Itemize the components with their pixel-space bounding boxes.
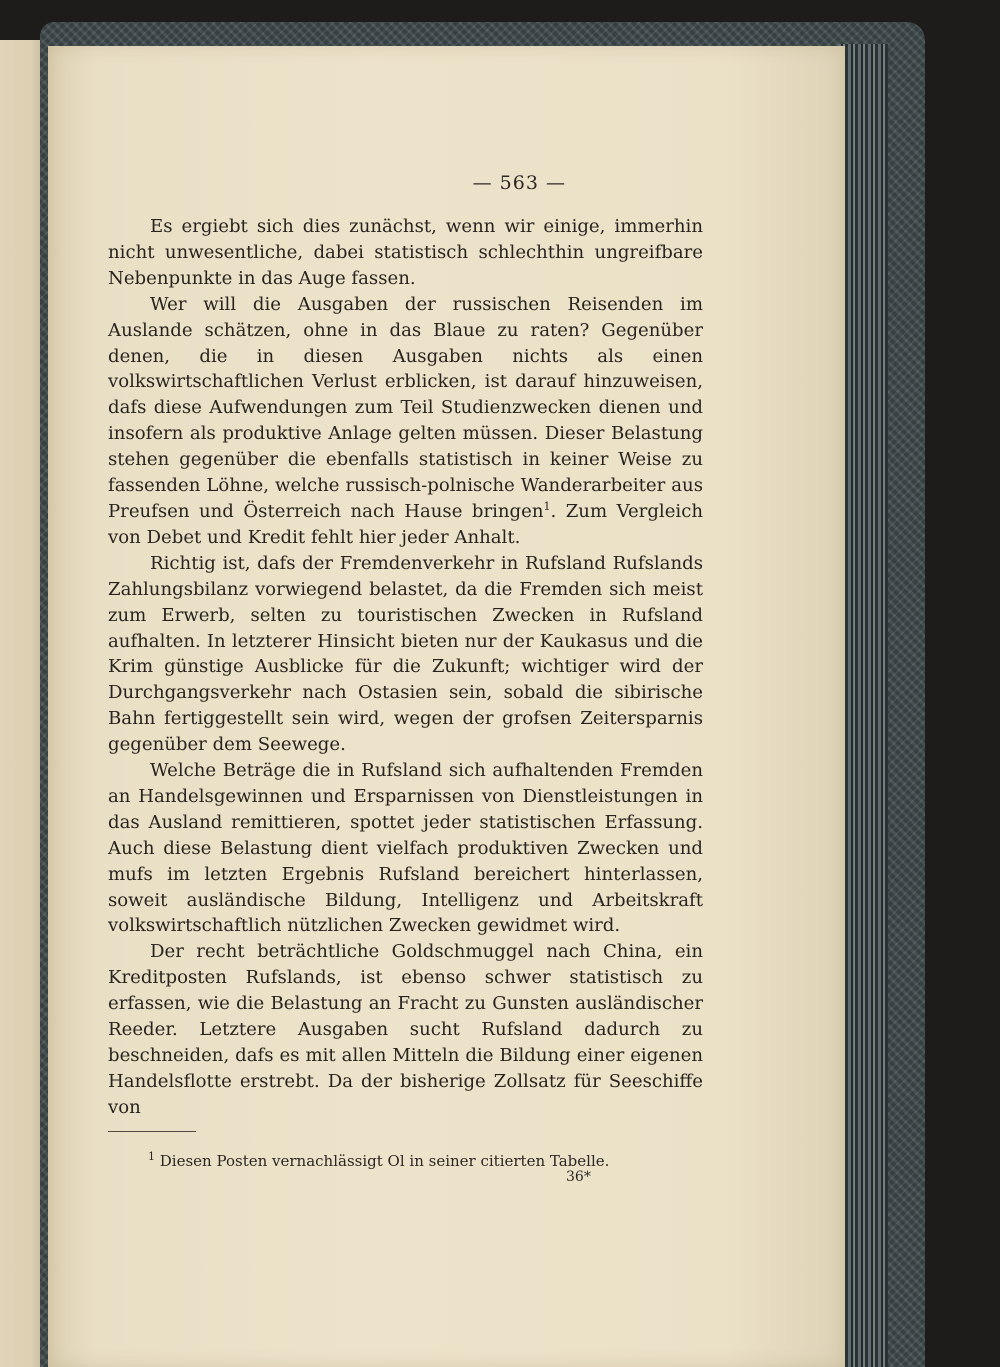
signature-mark: 36* [566, 1169, 591, 1185]
paragraph: Welche Beträge die in Rufsland sich aufhaltenden Fremden an Handelsgewinnen und Ersparnissen von Dienstleistungen in das Ausland remittieren, spottet jeder statistischen Erfassung. Auch diese Belastung dient vielfach produktiven Zwecken und mufs im letzten Ergebnis Rufsland bereichert hinterlassen, soweit ausländische Bildung, Intelligenz und Arbeitskraft volkswirtschaftlich nützlichen Zwecken gewidmet wird. [108, 760, 703, 937]
paragraph: Es ergiebt sich dies zunächst, wenn wir einige, immerhin nicht unwesentliche, dabei statistisch schlechthin ungreifbare Nebenpunkte in das Auge fassen. [108, 216, 703, 289]
page-number: — 563 — [472, 172, 566, 194]
paragraph-text: Wer will die Ausgaben der russischen Reisenden im Auslande schätzen, ohne in das Blaue zu raten? Gegenüber denen, die in diesen Ausgaben nichts als einen volkswirtschaftlichen Verlust erblicken, ist darauf hinzuweisen, dafs diese Aufwendungen zum Teil Studienzwecken dienen und insofern als produktive Anlage gelten müssen. Dieser Belastung stehen gegenüber die ebenfalls statistisch in keiner Weise zu fassenden Löhne, welche russisch-polnische Wanderarbeiter aus Preufsen und Österreich nach Hause bringen [108, 293, 703, 522]
footnote-reference: 1 [543, 499, 551, 513]
footnote-rule [108, 1131, 196, 1132]
page-stack-edge [838, 44, 888, 1367]
footnote-text: Diesen Posten vernachlässigt Ol in seiner citierten Tabelle. [159, 1152, 610, 1170]
paragraph-text: . Zum Vergleich von Debet und Kredit fehlt hier jeder Anhalt. [108, 500, 703, 548]
footnote-marker: 1 [148, 1150, 155, 1163]
paragraph [108, 292, 703, 551]
paragraph: Richtig ist, dafs der Fremdenverkehr in Rufsland Rufslands Zahlungsbilanz vorwiegend belastet, da die Fremden sich meist zum Erwerb, selten zu touristischen Zwecken in Rufsland aufhalten. In letzterer Hinsicht bieten nur der Kaukasus und die Krim günstige Ausblicke für die Zukunft; wichtiger wird der Durchgangsverkehr nach Ostasien sein, sobald die sibirische Bahn fertiggestellt sein wird, wegen der grofsen Zeitersparnis gegenüber dem Seewege. [108, 552, 703, 756]
paragraph: Der recht beträchtliche Goldschmuggel nach China, ein Kreditposten Rufslands, ist ebenso schwer statistisch zu erfassen, wie die Belastung an Fracht zu Gunsten ausländischer Reeder. Letztere Ausgaben sucht Rufsland dadurch zu beschneiden, dafs es mit allen Mitteln die Bildung einer eigenen Handelsflotte erstrebt. Da der bisherige Zollsatz für Seeschiffe von [108, 941, 703, 1118]
body-text [108, 214, 703, 1121]
footnote [148, 1151, 708, 1171]
